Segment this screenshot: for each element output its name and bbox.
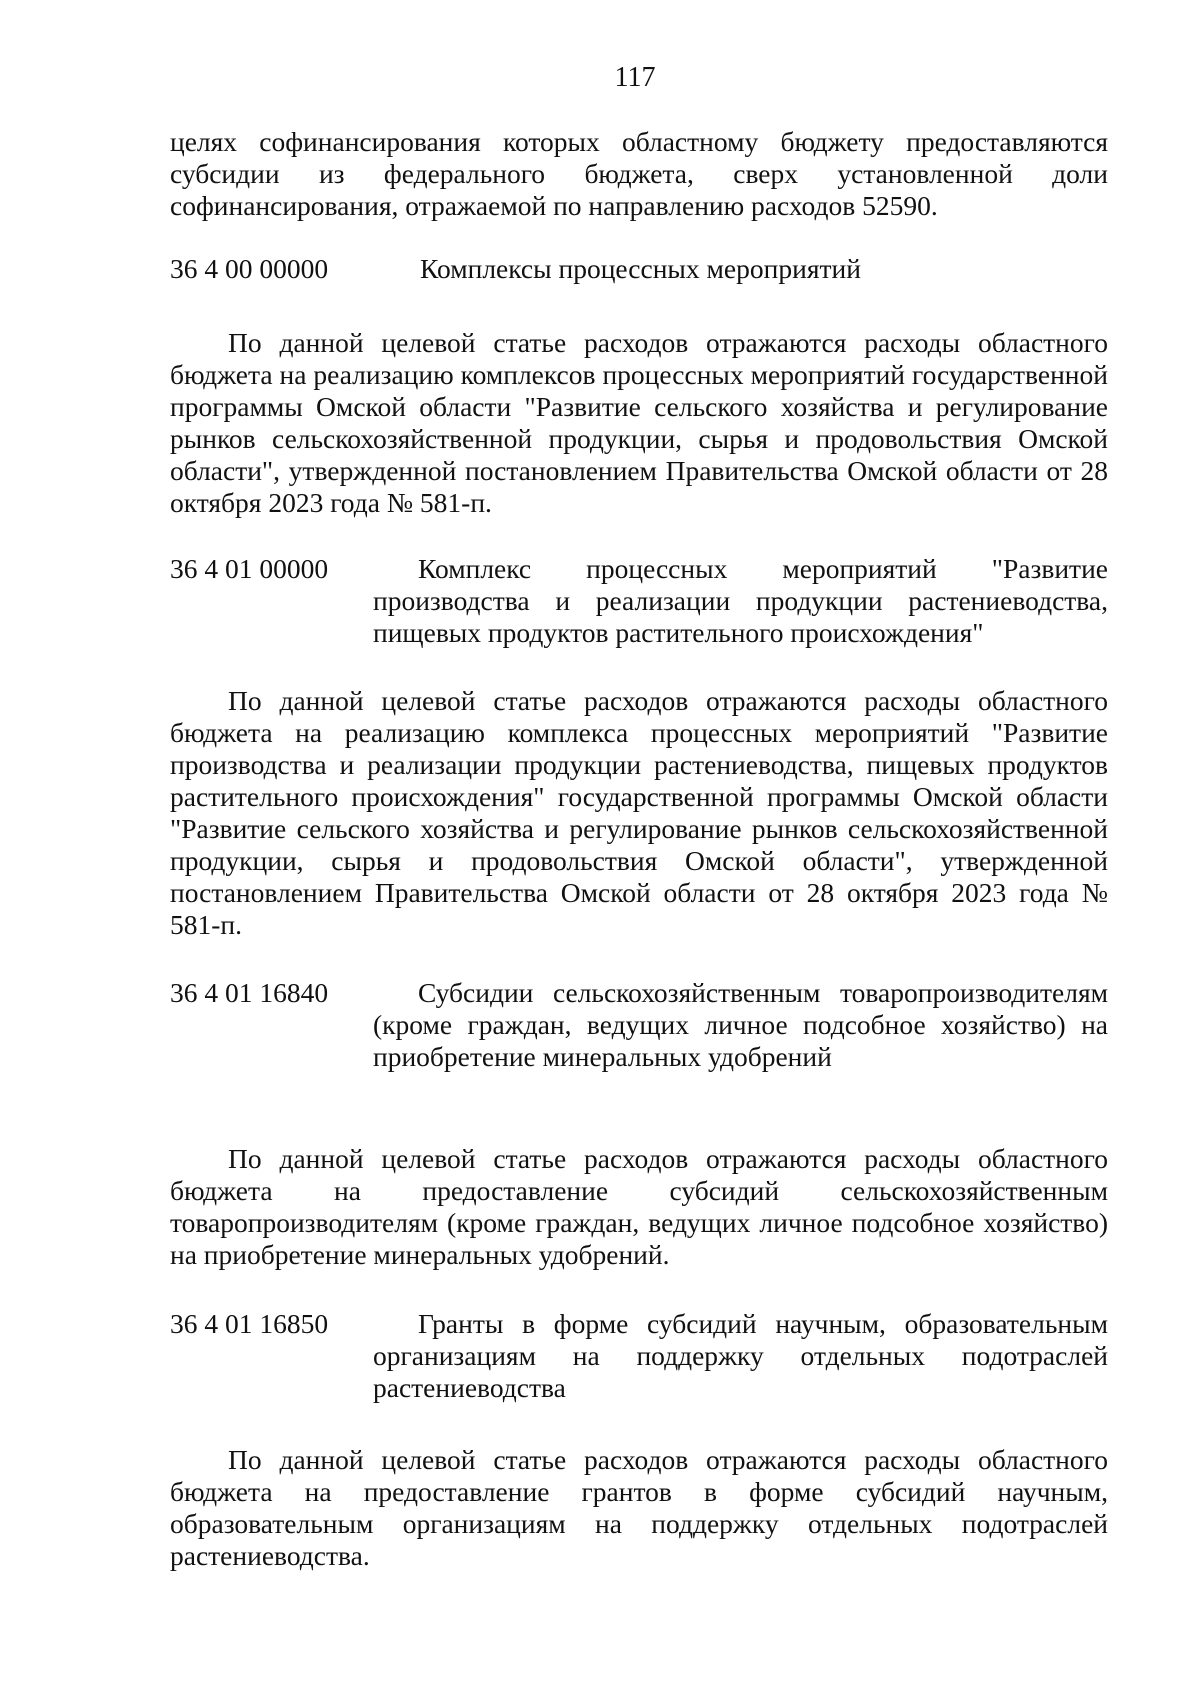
description-paragraph-1 bbox=[170, 327, 1108, 519]
page-number: 117 bbox=[614, 62, 656, 93]
description-text: По данной целевой статье расходов отражаются расходы областного бюджета на предоставление субсидий сельскохозяйственным товаропроизводителям (кроме граждан, ведущих личное подсобное хозяйство) на приобретение минеральных удобрений. bbox=[170, 1143, 1108, 1270]
entry-title: Субсидии сельскохозяйственным товаропроизводителям (кроме граждан, ведущих личное подсобное хозяйство) на приобретение минеральных удобрений bbox=[373, 977, 1108, 1072]
description-text: По данной целевой статье расходов отражаются расходы областного бюджета на реализацию комплекса процессных мероприятий "Развитие производства и реализации продукции растениеводства, пищевых продуктов растительного происхождения" государственной программы Омской области "Развитие сельского хозяйства и регулирование рынков сельскохозяйственной продукции, сырья и продовольствия Омской области", утвержденной постановлением Правительства Омской области от 28 октября 2023 года № 581-п. bbox=[170, 685, 1108, 940]
entry-title: Комплексы процессных мероприятий bbox=[420, 253, 861, 284]
entry-title: Гранты в форме субсидий научным, образовательным организациям на поддержку отдельных подотраслей растениеводства bbox=[373, 1308, 1108, 1403]
description-paragraph-3 bbox=[170, 1143, 1108, 1271]
entry-title: Комплекс процессных мероприятий "Развитие производства и реализации продукции растениеводства, пищевых продуктов растительного происхождения" bbox=[373, 553, 1108, 648]
entry-code: 36 4 01 16840 bbox=[170, 977, 329, 1008]
description-paragraph-2 bbox=[170, 685, 1108, 941]
entry-code: 36 4 00 00000 bbox=[170, 253, 329, 284]
description-paragraph-4 bbox=[170, 1444, 1108, 1572]
description-text: По данной целевой статье расходов отражаются расходы областного бюджета на предоставление грантов в форме субсидий научным, образовательным организациям на поддержку отдельных подотраслей растениеводства. bbox=[170, 1444, 1108, 1571]
intro-paragraph bbox=[170, 126, 1108, 222]
entry-code: 36 4 01 00000 bbox=[170, 553, 329, 584]
entry-code: 36 4 01 16850 bbox=[170, 1308, 329, 1339]
intro-text: целях софинансирования которых областному бюджету предоставляются субсидии из федерального бюджета, сверх установленной доли софинансирования, отражаемой по направлению расходов 52590. bbox=[170, 126, 1108, 221]
description-text: По данной целевой статье расходов отражаются расходы областного бюджета на реализацию комплексов процессных мероприятий государственной программы Омской области "Развитие сельского хозяйства и регулирование рынков сельскохозяйственной продукции, сырья и продовольствия Омской области", утвержденной постановлением Правительства Омской области от 28 октября 2023 года № 581-п. bbox=[170, 327, 1108, 518]
